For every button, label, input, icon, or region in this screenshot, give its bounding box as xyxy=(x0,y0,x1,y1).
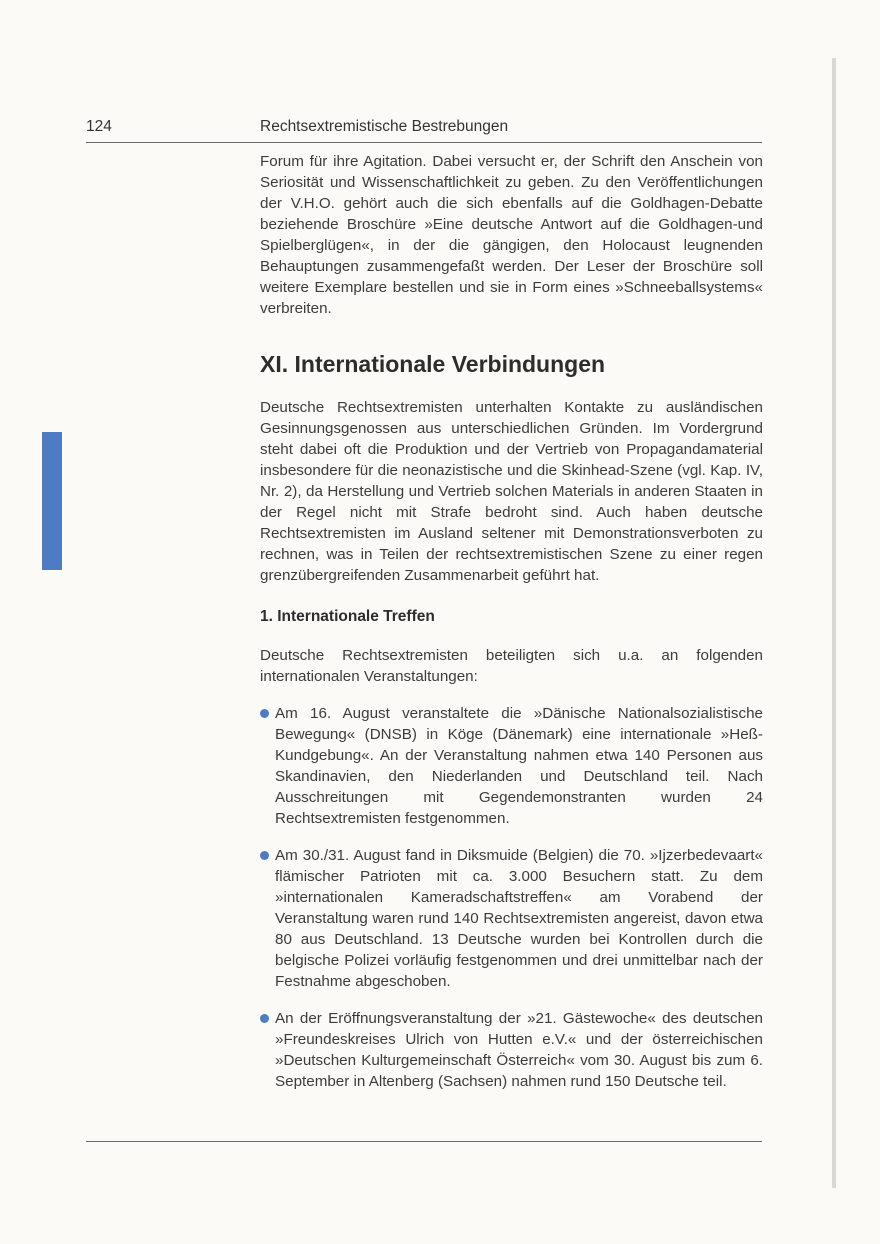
page-edge xyxy=(832,58,836,1188)
intro-paragraph: Forum für ihre Agitation. Dabei versucht er, der Schrift den Anschein von Seriosität und Wissenschaftlichkeit zu geben. Zu den Veröffentlichungen der V.H.O. gehört auch die sich ebenfalls auf die Goldhagen-Debatte beziehende Broschüre »Eine deutsche Antwort auf die Goldhagen-und Spielberglügen«, in der die gängigen, den Holocaust leugnenden Behauptungen zusammengefaßt werden. Der Leser der Broschüre soll weitere Exemplare bestellen und sie in Form eines »Schneeballsystems« verbreiten. xyxy=(260,153,763,317)
section-heading: 1. Internationale Treffen xyxy=(260,608,435,625)
list-item xyxy=(260,1008,763,1092)
event-list xyxy=(260,703,763,1092)
list-item-text: Am 30./31. August fand in Diksmuide (Belgien) die 70. »Ijzerbedevaart« flämischer Patrioten mit ca. 3.000 Besuchern statt. Zu dem »internationalen Kameradschaftstreffen« am Vorabend der Veranstaltung waren rund 140 Rechtsextremisten angereist, davon etwa 80 aus Deutschland. 13 Deutsche wurden bei Kontrollen durch die belgische Polizei vorläufig festgenommen und drei unmittelbar nach der Festnahme abgeschoben. xyxy=(275,847,763,990)
list-item xyxy=(260,845,763,992)
chapter-heading: XI. Internationale Verbindungen xyxy=(260,351,606,377)
chapter-side-marker xyxy=(42,432,62,570)
footer-rule xyxy=(86,1141,762,1142)
page-content xyxy=(260,150,763,1108)
bullet-icon xyxy=(260,851,269,860)
page-number: 124 xyxy=(86,118,112,135)
running-header xyxy=(86,116,762,143)
bullet-icon xyxy=(260,1014,269,1023)
list-item-text: Am 16. August veranstaltete die »Dänische Nationalsozialistische Bewegung« (DNSB) in Köge (Dänemark) eine internationale »Heß-Kundgebung«. An der Veranstaltung nahmen etwa 140 Personen aus Skandinavien, den Niederlanden und Deutschland teil. Nach Ausschreitungen mit Gegendemonstranten wurden 24 Rechtsextremisten festgenommen. xyxy=(275,705,763,827)
chapter-paragraph: Deutsche Rechtsextremisten unterhalten Kontakte zu ausländischen Gesinnungsgenossen aus unterschiedlichen Gründen. Im Vordergrund steht dabei oft die Produktion und der Vertrieb von Propagandamaterial insbesondere für die neonazistische und die Skinhead-Szene (vgl. Kap. IV, Nr. 2), da Herstellung und Vertrieb solchen Materials in anderen Staaten in der Regel nicht mit Strafe bedroht sind. Auch haben deutsche Rechtsextremisten im Ausland seltener mit Demonstrationsverboten zu rechnen, was in Teilen der rechtsextremistischen Szene zu einer regen grenzübergreifenden Zusammenarbeit geführt hat. xyxy=(260,399,763,584)
running-header-title: Rechtsextremistische Bestrebungen xyxy=(260,118,509,135)
list-item-text: An der Eröffnungsveranstaltung der »21. Gästewoche« des deutschen »Freundeskreises Ulrich von Hutten e.V.« und der österreichischen »Deutschen Kulturgemeinschaft Österreich« vom 30. August bis zum 6. September in Altenberg (Sachsen) nahmen rund 150 Deutsche teil. xyxy=(275,1010,763,1090)
bullet-icon xyxy=(260,709,269,718)
section-paragraph: Deutsche Rechtsextremisten beteiligten sich u.a. an folgenden internationalen Veranstaltungen: xyxy=(260,647,763,685)
list-item xyxy=(260,703,763,829)
